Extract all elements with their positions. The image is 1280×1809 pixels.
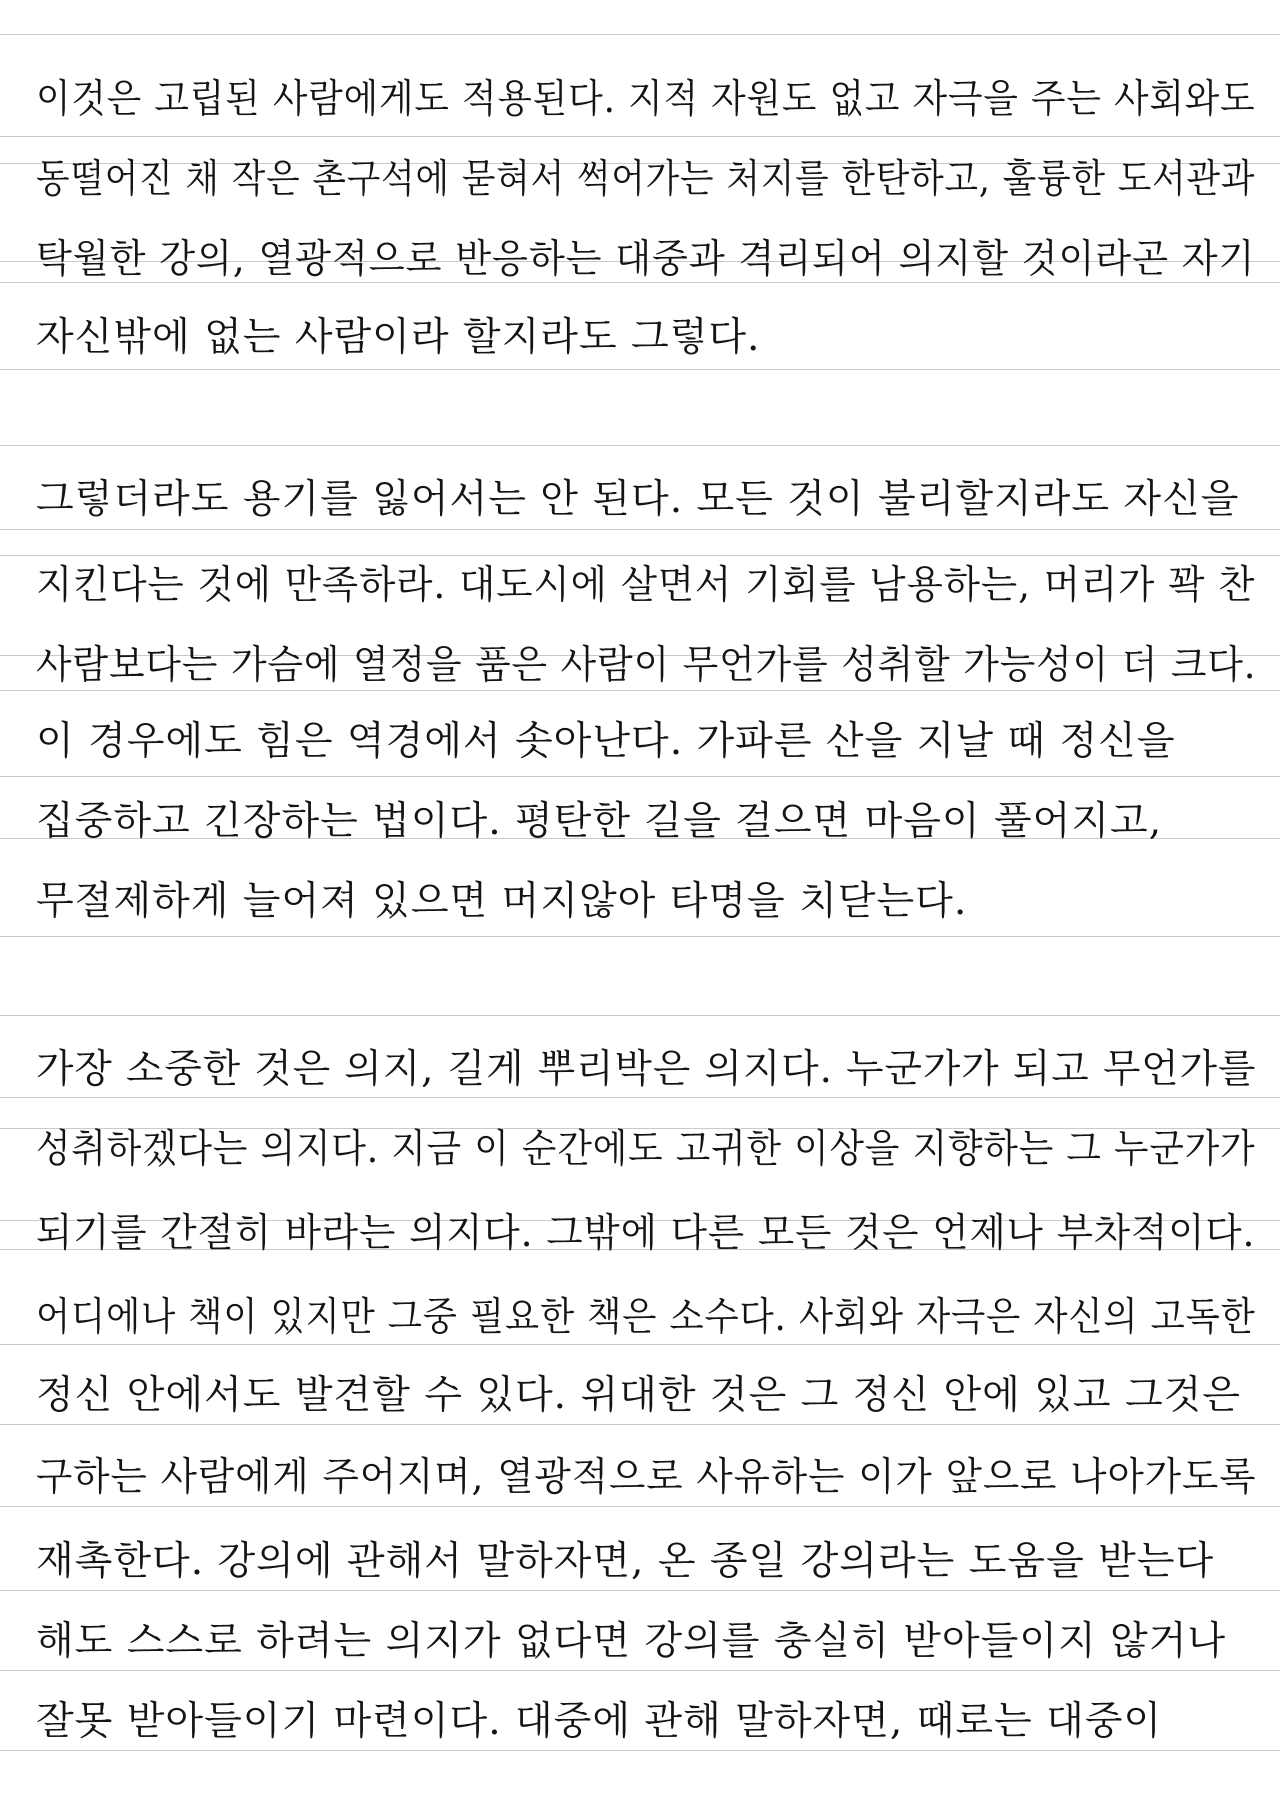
handwritten-line: 정신 안에서도 발견할 수 있다. 위대한 것은 그 정신 안에 있고 그것은 bbox=[36, 1373, 1241, 1418]
handwritten-line: 지킨다는 것에 만족하라. 대도시에 살면서 기회를 남용하는, 머리가 꽉 찬 bbox=[36, 563, 1256, 608]
handwritten-line: 무절제하게 늘어져 있으면 머지않아 타명을 치닫는다. bbox=[36, 879, 968, 924]
handwritten-line: 가장 소중한 것은 의지, 길게 뿌리박은 의지다. 누군가가 되고 무언가를 bbox=[36, 1047, 1257, 1092]
ruled-line bbox=[0, 1015, 1280, 1016]
ruled-line bbox=[0, 936, 1280, 937]
handwritten-line: 이것은 고립된 사람에게도 적용된다. 지적 자원도 없고 자극을 주는 사회와도 bbox=[36, 77, 1256, 122]
handwritten-line: 집중하고 긴장하는 법이다. 평탄한 길을 걸으면 마음이 풀어지고, bbox=[36, 799, 1163, 844]
handwritten-line: 재촉한다. 강의에 관해서 말하자면, 온 종일 강의라는 도움을 받는다 bbox=[36, 1539, 1215, 1584]
ruled-line bbox=[0, 136, 1280, 137]
handwritten-line: 그렇더라도 용기를 잃어서는 안 된다. 모든 것이 불리할지라도 자신을 bbox=[36, 477, 1240, 522]
ruled-line bbox=[0, 776, 1280, 777]
handwritten-line: 사람보다는 가슴에 열정을 품은 사람이 무언가를 성취할 가능성이 더 크다. bbox=[36, 643, 1257, 688]
handwritten-line: 자신밖에 없는 사람이라 할지라도 그렇다. bbox=[36, 315, 761, 360]
handwritten-line: 동떨어진 채 작은 촌구석에 묻혀서 썩어가는 처지를 한탄하고, 훌륭한 도서관과 bbox=[36, 157, 1256, 202]
handwritten-line: 어디에나 책이 있지만 그중 필요한 책은 소수다. 사회와 자극은 자신의 고독한 bbox=[36, 1295, 1256, 1340]
handwritten-line: 성취하겠다는 의지다. 지금 이 순간에도 고귀한 이상을 지향하는 그 누군가가 bbox=[36, 1127, 1256, 1172]
handwritten-line: 이 경우에도 힘은 역경에서 솟아난다. 가파른 산을 지날 때 정신을 bbox=[36, 719, 1176, 764]
handwritten-line: 되기를 간절히 바라는 의지다. 그밖에 다른 모든 것은 언제나 부차적이다. bbox=[36, 1211, 1256, 1256]
ruled-line bbox=[0, 445, 1280, 446]
handwritten-line: 구하는 사람에게 주어지며, 열광적으로 사유하는 이가 앞으로 나아가도록 bbox=[36, 1455, 1257, 1500]
handwritten-line: 해도 스스로 하려는 의지가 없다면 강의를 충실히 받아들이지 않거나 bbox=[36, 1619, 1227, 1664]
handwritten-line: 잘못 받아들이기 마련이다. 대중에 관해 말하자면, 때로는 대중이 bbox=[36, 1699, 1163, 1744]
ruled-line bbox=[0, 34, 1280, 35]
handwritten-line: 탁월한 강의, 열광적으로 반응하는 대중과 격리되어 의지할 것이라곤 자기 bbox=[36, 237, 1256, 282]
ruled-line bbox=[0, 369, 1280, 370]
